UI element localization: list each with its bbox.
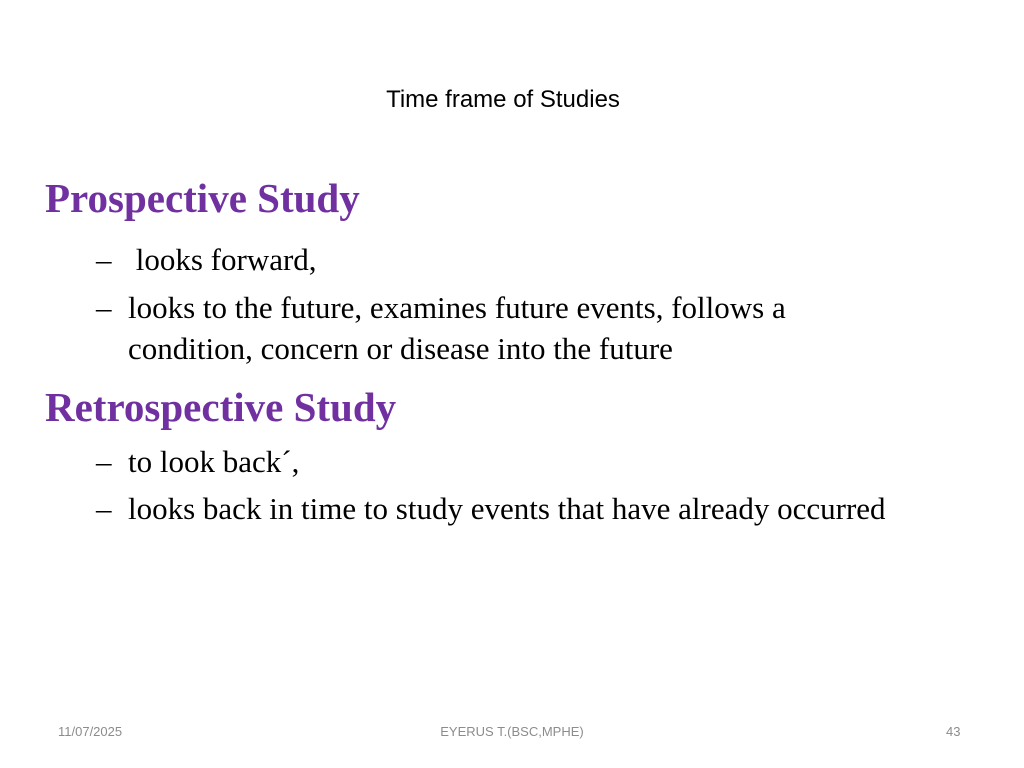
bullet-text: to look back´, — [128, 444, 300, 479]
slide-title: Time frame of Studies — [386, 86, 620, 113]
bullet-dash: – — [96, 290, 112, 325]
bullet-item — [96, 239, 976, 280]
footer-date: 11/07/2025 — [58, 724, 123, 739]
footer-page-number: 43 — [946, 724, 961, 739]
bullet-text: looks to the future, examines future events, follows a condition, concern or disease into the future — [128, 290, 786, 366]
bullet-dash: – — [96, 444, 112, 479]
bullet-text: looks back in time to study events that have already occurred — [128, 491, 886, 526]
bullet-dash: – — [96, 491, 112, 526]
section-heading-prospective: Prospective Study — [45, 175, 360, 221]
bullet-item — [96, 441, 976, 482]
bullet-item — [96, 488, 976, 529]
section-heading-retrospective: Retrospective Study — [45, 384, 397, 430]
bullet-item — [96, 287, 976, 369]
bullet-dash: – — [96, 242, 112, 277]
footer-author: EYERUS T.(BSC,MPHE) — [440, 724, 584, 739]
bullet-text: looks forward, — [128, 242, 317, 277]
